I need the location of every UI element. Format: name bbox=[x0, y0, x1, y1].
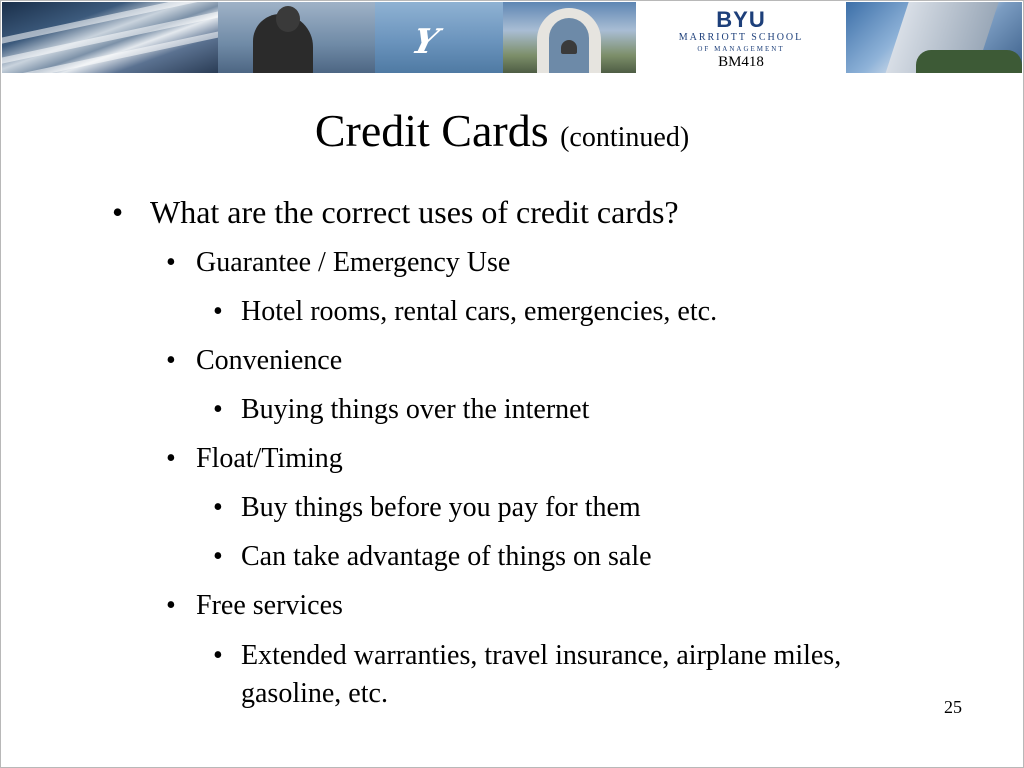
slide-title-main: Credit Cards bbox=[314, 105, 549, 156]
bullet-text: Float/Timing bbox=[196, 443, 343, 474]
bullet-text: Buying things over the internet bbox=[241, 394, 590, 425]
y-logo-icon: Y bbox=[407, 22, 443, 62]
bullet-item bbox=[213, 539, 652, 575]
bullet-dot-icon: • bbox=[166, 590, 176, 621]
slide-title-suffix: (continued) bbox=[560, 122, 690, 153]
bullet-item bbox=[213, 392, 590, 428]
bullet-dot-icon: • bbox=[166, 443, 176, 474]
page-number: 25 bbox=[944, 697, 962, 717]
bullet-text: Hotel rooms, rental cars, emergencies, etc. bbox=[241, 296, 718, 327]
bullet-item bbox=[112, 194, 679, 230]
bullet-item bbox=[213, 490, 641, 526]
bullet-text: Free services bbox=[196, 590, 343, 621]
bullet-text: Convenience bbox=[196, 345, 343, 376]
bullet-item bbox=[166, 245, 511, 281]
bullet-item bbox=[166, 588, 343, 624]
bullet-text: Can take advantage of things on sale bbox=[241, 541, 652, 572]
bullet-dot-icon: • bbox=[213, 640, 223, 671]
bullet-item bbox=[166, 441, 343, 477]
bullet-dot-icon: • bbox=[213, 394, 223, 425]
bullet-dot-icon: • bbox=[213, 492, 223, 523]
bullet-text: What are the correct uses of credit cards? bbox=[150, 194, 679, 230]
bullet-item bbox=[213, 294, 718, 330]
bullet-dot-icon: • bbox=[112, 194, 124, 230]
school-name-line1: MARRIOTT SCHOOL bbox=[678, 32, 804, 43]
bullet-dot-icon: • bbox=[166, 345, 176, 376]
school-name-line2: OF MANAGEMENT bbox=[697, 45, 785, 53]
byu-wordmark: BYU bbox=[716, 7, 766, 32]
bullet-dot-icon: • bbox=[213, 296, 223, 327]
bullet-text: Buy things before you pay for them bbox=[241, 492, 641, 523]
bullet-text: Extended warranties, travel insurance, airplane miles, gasoline, etc. bbox=[241, 640, 842, 709]
bullet-text: Guarantee / Emergency Use bbox=[196, 247, 511, 278]
bullet-dot-icon: • bbox=[213, 541, 223, 572]
bullet-dot-icon: • bbox=[166, 247, 176, 278]
bullet-item bbox=[166, 343, 343, 379]
course-code: BM418 bbox=[718, 54, 764, 70]
bullet-item bbox=[213, 637, 901, 713]
